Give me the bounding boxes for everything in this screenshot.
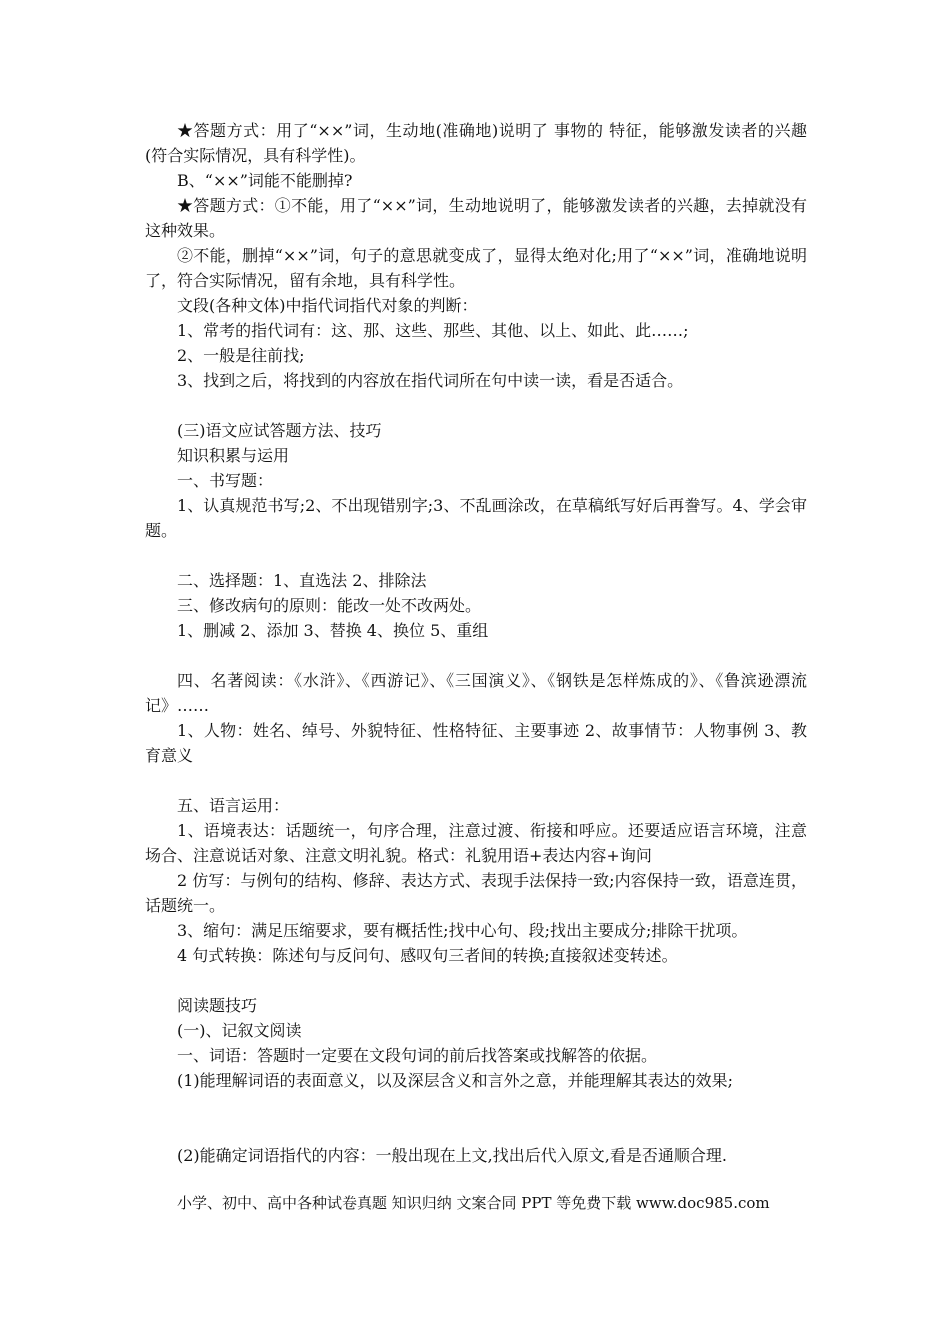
paragraph: 五、语言运用： bbox=[177, 796, 290, 815]
paragraph: ★答题方式：①不能，用了“××”词，生动地说明了，能够激发读者的兴趣，去掉就没有这种效果。 bbox=[145, 196, 807, 240]
paragraph: ②不能，删掉“××”词，句子的意思就变成了，显得太绝对化;用了“××”词，准确地说明了，符合实际情况，留有余地，具有科学性。 bbox=[145, 246, 807, 290]
section-heading: 阅读题技巧 bbox=[177, 996, 258, 1015]
paragraph: 二、选择题：1、直选法 2、排除法 bbox=[177, 571, 427, 590]
section-heading: (一)、记叙文阅读 bbox=[177, 1021, 302, 1040]
paragraph: (1)能理解词语的表面意义，以及深层含义和言外之意，并能理解其表达的效果; bbox=[177, 1071, 734, 1090]
paragraph: 1、语境表达：话题统一，句序合理，注意过渡、衔接和呼应。还要适应语言环境，注意场合、注意说话对象、注意文明礼貌。格式：礼貌用语+表达内容+询问 bbox=[145, 821, 807, 865]
paragraph: 四、名著阅读：《水浒》、《西游记》、《三国演义》、《钢铁是怎样炼成的》、《鲁滨逊漂流记》…… bbox=[145, 671, 807, 715]
paragraph: 文段(各种文体)中指代词指代对象的判断： bbox=[177, 296, 478, 315]
paragraph: 2、一般是往前找; bbox=[177, 346, 305, 365]
page-footer: 小学、初中、高中各种试卷真题 知识归纳 文案合同 PPT 等免费下载 www.doc985.com bbox=[177, 1194, 770, 1212]
paragraph: ★答题方式：用了“××”词，生动地(准确地)说明了 事物的 特征，能够激发读者的兴趣(符合实际情况，具有科学性)。 bbox=[145, 121, 807, 165]
paragraph: 3、缩句：满足压缩要求，要有概括性;找中心句、段;找出主要成分;排除干扰项。 bbox=[177, 921, 748, 940]
paragraph: 1、删减 2、添加 3、替换 4、换位 5、重组 bbox=[177, 621, 489, 640]
paragraph: B、“××”词能不能删掉? bbox=[177, 171, 353, 190]
paragraph: 三、修改病句的原则：能改一处不改两处。 bbox=[177, 596, 482, 615]
section-heading: (三)语文应试答题方法、技巧 bbox=[177, 421, 382, 440]
section-heading: 知识积累与运用 bbox=[177, 446, 290, 465]
paragraph: 1、常考的指代词有：这、那、这些、那些、其他、以上、如此、此……; bbox=[177, 321, 689, 340]
paragraph: 4 句式转换：陈述句与反问句、感叹句三者间的转换;直接叙述变转述。 bbox=[177, 946, 678, 965]
paragraph: 一、书写题： bbox=[177, 471, 274, 490]
paragraph: 1、人物：姓名、绰号、外貌特征、性格特征、主要事迹 2、故事情节：人物事例 3、教育意义 bbox=[145, 721, 807, 765]
paragraph: (2)能确定词语指代的内容：一般出现在上文,找出后代入原文,看是否通顺合理. bbox=[177, 1146, 727, 1165]
paragraph: 1、认真规范书写;2、不出现错别字;3、不乱画涂改，在草稿纸写好后再誊写。4、学会审题。 bbox=[145, 496, 807, 540]
paragraph: 2 仿写：与例句的结构、修辞、表达方式、表现手法保持一致;内容保持一致，语意连贯，话题统一。 bbox=[145, 871, 807, 915]
paragraph: 3、找到之后，将找到的内容放在指代词所在句中读一读，看是否适合。 bbox=[177, 371, 684, 390]
paragraph: 一、词语：答题时一定要在文段句词的前后找答案或找解答的依据。 bbox=[177, 1046, 658, 1065]
